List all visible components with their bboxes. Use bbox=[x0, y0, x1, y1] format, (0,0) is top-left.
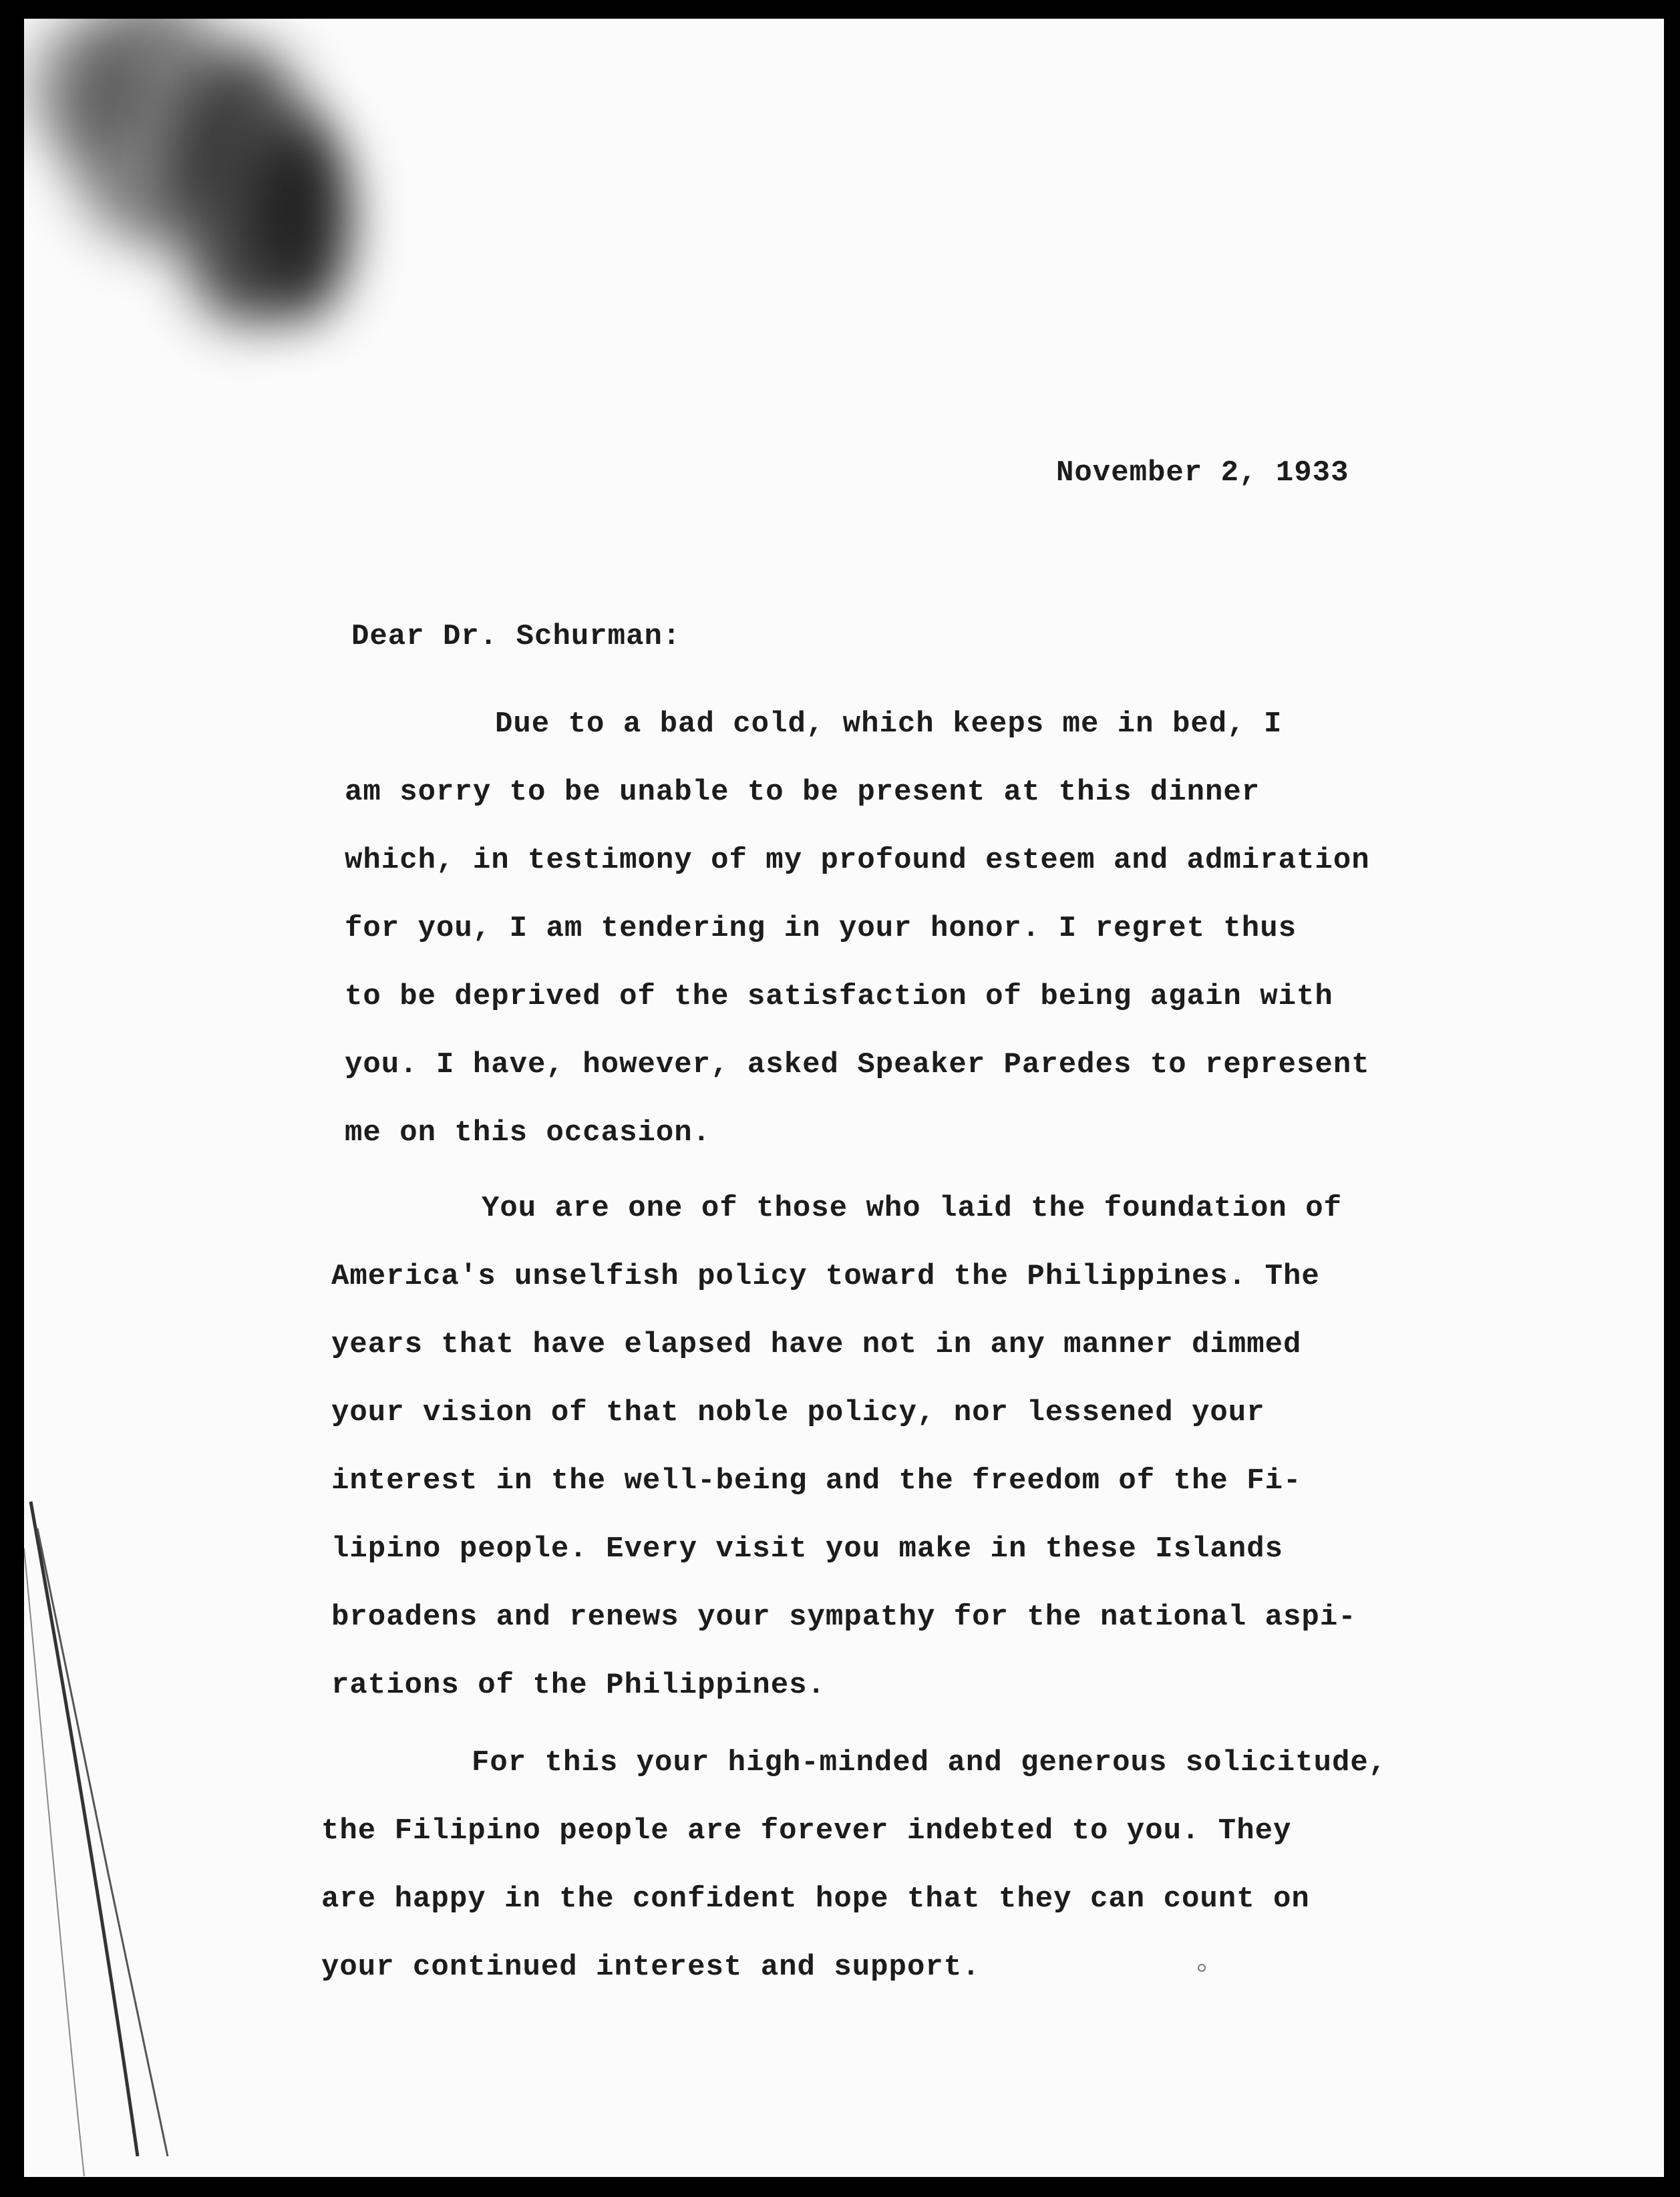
paragraph-line: Due to a bad cold, which keeps me in bed, I bbox=[495, 707, 1283, 741]
paragraph-line: you. I have, however, asked Speaker Paredes to represent bbox=[345, 1048, 1370, 1081]
paragraph-line: are happy in the confident hope that they can count on bbox=[321, 1882, 1310, 1916]
paragraph-line: your continued interest and support. bbox=[321, 1951, 981, 1984]
paragraph-line: broadens and renews your sympathy for the national aspi- bbox=[331, 1600, 1357, 1634]
paragraph-line: You are one of those who laid the foundation of bbox=[482, 1192, 1343, 1225]
paragraph-2 bbox=[331, 1174, 1357, 1719]
paragraph-line: rations of the Philippines. bbox=[331, 1669, 826, 1702]
paragraph-line: for you, I am tendering in your honor. I regret thus bbox=[345, 912, 1297, 945]
letter-date: November 2, 1933 bbox=[1056, 456, 1349, 490]
paragraph-3 bbox=[321, 1729, 1387, 2001]
paragraph-line: which, in testimony of my profound esteem and admiration bbox=[345, 844, 1370, 877]
paragraph-line: me on this occasion. bbox=[345, 1116, 711, 1150]
paragraph-line: interest in the well-being and the freedom of the Fi- bbox=[331, 1464, 1302, 1498]
paragraph-line: America's unselfish policy toward the Philippines. The bbox=[331, 1260, 1320, 1293]
paragraph-line: lipino people. Every visit you make in these Islands bbox=[331, 1532, 1284, 1566]
paragraph-line: For this your high-minded and generous solicitude, bbox=[472, 1746, 1387, 1780]
salutation: Dear Dr. Schurman: bbox=[351, 620, 681, 653]
paragraph-line: your vision of that noble policy, nor lessened your bbox=[331, 1396, 1265, 1429]
paragraph-line: the Filipino people are forever indebted to you. They bbox=[321, 1814, 1292, 1848]
paragraph-line: years that have elapsed have not in any manner dimmed bbox=[331, 1328, 1302, 1361]
letter-page bbox=[24, 19, 1664, 2177]
letter-body bbox=[24, 19, 1664, 2177]
paragraph-line: am sorry to be unable to be present at this dinner bbox=[345, 776, 1261, 809]
paragraph-line: to be deprived of the satisfaction of being again with bbox=[345, 980, 1333, 1013]
paragraph-1 bbox=[345, 690, 1370, 1167]
